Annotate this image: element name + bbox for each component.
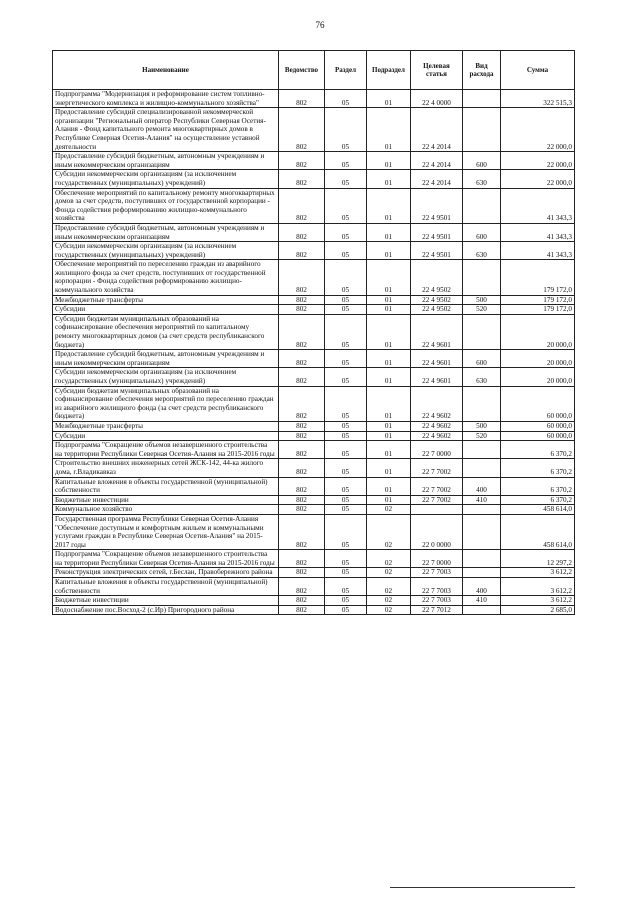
cell-podrazdel: 02 — [367, 514, 411, 549]
cell-razdel: 05 — [325, 421, 367, 431]
table-row — [53, 314, 575, 349]
table-row — [53, 421, 575, 431]
table-row — [53, 223, 575, 241]
cell-podrazdel: 01 — [367, 223, 411, 241]
cell-vedomstvo: 802 — [279, 350, 325, 368]
cell-summa: 179 172,0 — [501, 305, 575, 315]
cell-vid-rashoda: 500 — [463, 295, 501, 305]
cell-podrazdel: 01 — [367, 152, 411, 170]
cell-podrazdel: 02 — [367, 550, 411, 568]
table-header-row — [53, 51, 575, 90]
cell-summa: 3 612,2 — [501, 568, 575, 578]
cell-name: Государственная программа Республики Северная Осетия-Алания "Обеспечение доступным и комфортным жильем и коммунальными услугами граждан в Республике Северная Осетия-Алания" на 2015-2017 годы — [53, 514, 279, 549]
cell-celevaya-statya: 22 4 9601 — [411, 368, 463, 386]
cell-podrazdel: 01 — [367, 108, 411, 152]
cell-razdel: 05 — [325, 223, 367, 241]
cell-vedomstvo: 802 — [279, 505, 325, 515]
cell-vid-rashoda — [463, 605, 501, 615]
cell-razdel: 05 — [325, 477, 367, 495]
cell-name: Субсидии бюджетам муниципальных образований на софинансирование обеспечения мероприятий по капитальному ремонту многоквартирных домов (за счет средств республиканского бюджета) — [53, 314, 279, 349]
cell-vedomstvo: 802 — [279, 550, 325, 568]
cell-name: Субсидии бюджетам муниципальных образований на софинансирование обеспечения мероприятий по переселению граждан из аварийного жилищного фонда (за счет средств республиканского бюджета) — [53, 386, 279, 421]
cell-name: Бюджетные инвестиции — [53, 596, 279, 606]
cell-podrazdel: 02 — [367, 505, 411, 515]
table-row — [53, 605, 575, 615]
cell-celevaya-statya: 22 7 7002 — [411, 495, 463, 505]
cell-celevaya-statya: 22 4 9602 — [411, 431, 463, 441]
cell-vid-rashoda: 600 — [463, 152, 501, 170]
cell-celevaya-statya: 22 4 9602 — [411, 386, 463, 421]
cell-podrazdel: 01 — [367, 459, 411, 477]
table-row — [53, 350, 575, 368]
table-row — [53, 505, 575, 515]
cell-summa: 3 612,2 — [501, 596, 575, 606]
cell-razdel: 05 — [325, 260, 367, 295]
cell-vedomstvo: 802 — [279, 90, 325, 108]
cell-razdel: 05 — [325, 514, 367, 549]
cell-celevaya-statya: 22 0 0000 — [411, 514, 463, 549]
cell-razdel: 05 — [325, 90, 367, 108]
cell-podrazdel: 01 — [367, 314, 411, 349]
cell-vid-rashoda: 630 — [463, 170, 501, 188]
cell-podrazdel: 01 — [367, 305, 411, 315]
cell-vedomstvo: 802 — [279, 152, 325, 170]
cell-celevaya-statya: 22 7 7003 — [411, 578, 463, 596]
cell-vid-rashoda — [463, 441, 501, 459]
cell-summa: 6 370,2 — [501, 459, 575, 477]
cell-vid-rashoda — [463, 568, 501, 578]
cell-razdel: 05 — [325, 578, 367, 596]
cell-vid-rashoda — [463, 514, 501, 549]
cell-razdel: 05 — [325, 242, 367, 260]
cell-razdel: 05 — [325, 305, 367, 315]
cell-name: Бюджетные инвестиции — [53, 495, 279, 505]
cell-celevaya-statya: 22 7 0000 — [411, 441, 463, 459]
cell-podrazdel: 02 — [367, 568, 411, 578]
cell-podrazdel: 01 — [367, 386, 411, 421]
cell-summa: 60 000,0 — [501, 421, 575, 431]
cell-vedomstvo: 802 — [279, 242, 325, 260]
cell-name: Обеспечение мероприятий по переселению граждан из аварийного жилищного фонда за счет средств, поступивших от государственной корпорации - Фонда содействия реформированию жилищно-коммунального хозяйства — [53, 260, 279, 295]
cell-celevaya-statya: 22 7 7012 — [411, 605, 463, 615]
cell-vid-rashoda — [463, 505, 501, 515]
cell-celevaya-statya: 22 4 9601 — [411, 314, 463, 349]
table-row — [53, 295, 575, 305]
header-podrazdel: Подраздел — [367, 51, 411, 90]
cell-name: Субсидии — [53, 305, 279, 315]
cell-summa: 458 614,0 — [501, 505, 575, 515]
cell-name: Субсидии некоммерческим организациям (за исключением государственных (муниципальных) учреждений) — [53, 242, 279, 260]
table-row — [53, 459, 575, 477]
cell-vid-rashoda — [463, 459, 501, 477]
cell-vedomstvo: 802 — [279, 596, 325, 606]
cell-summa: 22 000,0 — [501, 152, 575, 170]
cell-vid-rashoda: 410 — [463, 495, 501, 505]
cell-summa: 60 000,0 — [501, 431, 575, 441]
cell-vid-rashoda — [463, 314, 501, 349]
cell-name: Предоставление субсидий бюджетным, автономным учреждениям и иным некоммерческим организациям — [53, 223, 279, 241]
cell-celevaya-statya — [411, 505, 463, 515]
cell-name: Предоставление субсидий специализированной некоммерческой организации "Региональный оператор Республики Северная Осетия-Алания - Фонд капитального ремонта многоквартирных домов в Республике Северная Осетия-Алания" на осуществление уставной деятельности — [53, 108, 279, 152]
table-row — [53, 170, 575, 188]
table-row — [53, 550, 575, 568]
cell-name: Подпрограмма "Сокращение объемов незавершенного строительства на территории Республики Северная Осетия-Алания на 2015-2016 годы — [53, 550, 279, 568]
cell-name: Водоснабжение пос.Восход-2 (с.Ир) Пригородного района — [53, 605, 279, 615]
cell-celevaya-statya: 22 7 7003 — [411, 568, 463, 578]
cell-summa: 2 685,0 — [501, 605, 575, 615]
table-row — [53, 305, 575, 315]
table-row — [53, 514, 575, 549]
table-row — [53, 568, 575, 578]
cell-name: Межбюджетные трансферты — [53, 295, 279, 305]
cell-name: Подпрограмма "Модернизация и реформирование систем топливно-энергетического комплекса и жилищно-коммунального хозяйства" — [53, 90, 279, 108]
table-row — [53, 152, 575, 170]
cell-vid-rashoda: 400 — [463, 477, 501, 495]
cell-podrazdel: 01 — [367, 495, 411, 505]
cell-razdel: 05 — [325, 495, 367, 505]
cell-vid-rashoda: 400 — [463, 578, 501, 596]
cell-celevaya-statya: 22 4 9601 — [411, 350, 463, 368]
cell-name: Капитальные вложения в объекты государственной (муниципальной) собственности — [53, 578, 279, 596]
cell-summa: 6 370,2 — [501, 441, 575, 459]
cell-name: Межбюджетные трансферты — [53, 421, 279, 431]
cell-razdel: 05 — [325, 605, 367, 615]
table-row — [53, 431, 575, 441]
cell-celevaya-statya: 22 7 7003 — [411, 596, 463, 606]
cell-celevaya-statya: 22 4 9602 — [411, 421, 463, 431]
cell-summa: 458 614,0 — [501, 514, 575, 549]
cell-vedomstvo: 802 — [279, 260, 325, 295]
cell-celevaya-statya: 22 7 7002 — [411, 477, 463, 495]
cell-vid-rashoda: 600 — [463, 223, 501, 241]
cell-razdel: 05 — [325, 441, 367, 459]
cell-summa: 6 370,2 — [501, 495, 575, 505]
cell-podrazdel: 01 — [367, 421, 411, 431]
table-row — [53, 188, 575, 223]
cell-name: Обеспечение мероприятий по капитальному ремонту многоквартирных домов за счет средств, поступивших от государственной корпорации - Фонда содействия реформированию жилищно-коммунального хозяйства — [53, 188, 279, 223]
cell-name: Реконструкция электрических сетей, г.Беслан, Правобережного района — [53, 568, 279, 578]
cell-razdel: 05 — [325, 152, 367, 170]
cell-vedomstvo: 802 — [279, 386, 325, 421]
cell-podrazdel: 02 — [367, 578, 411, 596]
cell-vedomstvo: 802 — [279, 188, 325, 223]
cell-vid-rashoda: 520 — [463, 431, 501, 441]
cell-summa: 22 000,0 — [501, 170, 575, 188]
cell-celevaya-statya: 22 4 9501 — [411, 188, 463, 223]
cell-celevaya-statya: 22 4 9502 — [411, 305, 463, 315]
cell-razdel: 05 — [325, 314, 367, 349]
cell-podrazdel: 01 — [367, 242, 411, 260]
cell-podrazdel: 01 — [367, 350, 411, 368]
cell-vid-rashoda: 500 — [463, 421, 501, 431]
cell-celevaya-statya: 22 4 0000 — [411, 90, 463, 108]
cell-celevaya-statya: 22 4 9502 — [411, 295, 463, 305]
page-number: 76 — [315, 20, 325, 30]
cell-podrazdel: 02 — [367, 596, 411, 606]
cell-vedomstvo: 802 — [279, 170, 325, 188]
cell-vid-rashoda: 630 — [463, 242, 501, 260]
cell-name: Субсидии некоммерческим организациям (за исключением государственных (муниципальных) учреждений) — [53, 368, 279, 386]
cell-vedomstvo: 802 — [279, 431, 325, 441]
cell-razdel: 05 — [325, 170, 367, 188]
cell-vedomstvo: 802 — [279, 459, 325, 477]
cell-podrazdel: 01 — [367, 170, 411, 188]
cell-vid-rashoda — [463, 90, 501, 108]
header-vid-rashoda: Вид расхода — [463, 51, 501, 90]
cell-podrazdel: 01 — [367, 260, 411, 295]
cell-podrazdel: 01 — [367, 368, 411, 386]
cell-vid-rashoda: 630 — [463, 368, 501, 386]
cell-name: Предоставление субсидий бюджетным, автономным учреждениям и иным некоммерческим организациям — [53, 152, 279, 170]
table-row — [53, 108, 575, 152]
cell-podrazdel: 01 — [367, 90, 411, 108]
cell-vedomstvo: 802 — [279, 223, 325, 241]
cell-vedomstvo: 802 — [279, 477, 325, 495]
cell-vedomstvo: 802 — [279, 568, 325, 578]
header-summa: Сумма — [501, 51, 575, 90]
table-row — [53, 477, 575, 495]
table-row — [53, 441, 575, 459]
cell-razdel: 05 — [325, 505, 367, 515]
cell-vid-rashoda: 410 — [463, 596, 501, 606]
cell-vedomstvo: 802 — [279, 514, 325, 549]
cell-vid-rashoda: 520 — [463, 305, 501, 315]
table-row — [53, 260, 575, 295]
table-row — [53, 386, 575, 421]
table-row — [53, 242, 575, 260]
cell-vid-rashoda — [463, 386, 501, 421]
cell-celevaya-statya: 22 7 7002 — [411, 459, 463, 477]
table-body — [53, 90, 575, 615]
cell-name: Субсидии некоммерческим организациям (за исключением государственных (муниципальных) учреждений) — [53, 170, 279, 188]
cell-name: Капитальные вложения в объекты государственной (муниципальной) собственности — [53, 477, 279, 495]
cell-razdel: 05 — [325, 550, 367, 568]
cell-razdel: 05 — [325, 368, 367, 386]
table-row — [53, 495, 575, 505]
footer-rule — [390, 887, 575, 888]
cell-celevaya-statya: 22 4 2014 — [411, 152, 463, 170]
cell-summa: 41 343,3 — [501, 223, 575, 241]
cell-name: Предоставление субсидий бюджетным, автономным учреждениям и иным некоммерческим организациям — [53, 350, 279, 368]
cell-razdel: 05 — [325, 350, 367, 368]
cell-vid-rashoda — [463, 188, 501, 223]
cell-razdel: 05 — [325, 188, 367, 223]
table-row — [53, 90, 575, 108]
table-row — [53, 368, 575, 386]
cell-summa: 20 000,0 — [501, 368, 575, 386]
cell-vedomstvo: 802 — [279, 441, 325, 459]
cell-summa: 322 515,3 — [501, 90, 575, 108]
cell-celevaya-statya: 22 4 9501 — [411, 242, 463, 260]
cell-razdel: 05 — [325, 431, 367, 441]
cell-summa: 22 000,0 — [501, 108, 575, 152]
cell-summa: 3 612,2 — [501, 578, 575, 596]
cell-razdel: 05 — [325, 295, 367, 305]
cell-vid-rashoda — [463, 108, 501, 152]
header-name: Наименование — [53, 51, 279, 90]
cell-podrazdel: 01 — [367, 295, 411, 305]
cell-podrazdel: 02 — [367, 605, 411, 615]
cell-podrazdel: 01 — [367, 477, 411, 495]
cell-razdel: 05 — [325, 108, 367, 152]
header-razdel: Раздел — [325, 51, 367, 90]
table-row — [53, 578, 575, 596]
cell-vid-rashoda: 600 — [463, 350, 501, 368]
cell-name: Строительство внешних инженерных сетей ЖСК-142, 44-ка жилого дома, г.Владикавказ — [53, 459, 279, 477]
cell-vedomstvo: 802 — [279, 495, 325, 505]
cell-summa: 6 370,2 — [501, 477, 575, 495]
header-vedomstvo: Ведомство — [279, 51, 325, 90]
cell-vedomstvo: 802 — [279, 578, 325, 596]
cell-vedomstvo: 802 — [279, 421, 325, 431]
cell-name: Подпрограмма "Сокращение объемов незавершенного строительства на территории Республики Северная Осетия-Алания на 2015-2016 годы — [53, 441, 279, 459]
cell-summa: 12 297,2 — [501, 550, 575, 568]
cell-summa: 41 343,3 — [501, 188, 575, 223]
cell-celevaya-statya: 22 4 2014 — [411, 108, 463, 152]
cell-summa: 20 000,0 — [501, 314, 575, 349]
cell-razdel: 05 — [325, 596, 367, 606]
cell-vedomstvo: 802 — [279, 295, 325, 305]
cell-summa: 41 343,3 — [501, 242, 575, 260]
cell-celevaya-statya: 22 7 0000 — [411, 550, 463, 568]
table-row — [53, 596, 575, 606]
cell-podrazdel: 01 — [367, 431, 411, 441]
header-celevaya-statya: Целевая статья — [411, 51, 463, 90]
cell-podrazdel: 01 — [367, 188, 411, 223]
cell-summa: 179 172,0 — [501, 260, 575, 295]
budget-table — [52, 50, 575, 615]
cell-celevaya-statya: 22 4 9501 — [411, 223, 463, 241]
cell-razdel: 05 — [325, 386, 367, 421]
cell-razdel: 05 — [325, 459, 367, 477]
cell-vedomstvo: 802 — [279, 305, 325, 315]
cell-celevaya-statya: 22 4 2014 — [411, 170, 463, 188]
cell-summa: 60 000,0 — [501, 386, 575, 421]
cell-name: Субсидии — [53, 431, 279, 441]
cell-vedomstvo: 802 — [279, 605, 325, 615]
cell-summa: 179 172,0 — [501, 295, 575, 305]
cell-name: Коммунальное хозяйство — [53, 505, 279, 515]
cell-vid-rashoda — [463, 260, 501, 295]
cell-podrazdel: 01 — [367, 441, 411, 459]
cell-celevaya-statya: 22 4 9502 — [411, 260, 463, 295]
cell-vedomstvo: 802 — [279, 368, 325, 386]
cell-vedomstvo: 802 — [279, 108, 325, 152]
cell-vid-rashoda — [463, 550, 501, 568]
cell-vedomstvo: 802 — [279, 314, 325, 349]
cell-summa: 20 000,0 — [501, 350, 575, 368]
cell-razdel: 05 — [325, 568, 367, 578]
